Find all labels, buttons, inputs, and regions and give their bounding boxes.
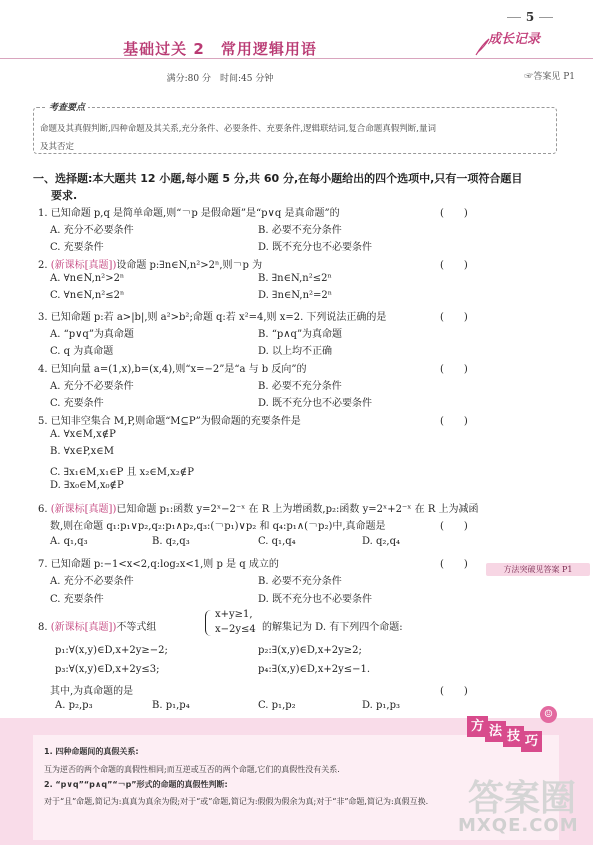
question-8-source-tag: (新课标[真题]) bbox=[50, 622, 117, 633]
question-2-source-tag: (新课标[真题]) bbox=[50, 260, 117, 271]
tips-tile-3: 技 bbox=[503, 726, 524, 747]
question-2-stem bbox=[38, 256, 262, 271]
focus-text-line-2: 及其否定 bbox=[40, 142, 75, 152]
question-5-option-c: C. ∃x₁∈M,x₁∈P 且 x₂∈M,x₂∉P bbox=[50, 467, 194, 478]
question-8-option-c: C. p₁,p₂ bbox=[258, 700, 296, 711]
inequality-brace bbox=[205, 610, 214, 636]
question-4-stem: 4. 已知向量 a=(1,x),b=(x,4),则“x=−2”是“a 与 b 反向”的 bbox=[38, 364, 307, 375]
tips-tile-2: 法 bbox=[485, 721, 506, 742]
question-6-stem bbox=[38, 500, 479, 515]
question-8-stem bbox=[38, 618, 156, 633]
question-5-option-a: A. ∀x∈M,x∉P bbox=[50, 429, 116, 440]
question-7-option-d: D. 既不充分也不必要条件 bbox=[258, 594, 373, 605]
question-7-answer-blank: ( ) bbox=[440, 559, 468, 570]
side-note bbox=[486, 563, 590, 576]
question-1-option-b: B. 必要不充分条件 bbox=[258, 225, 342, 236]
question-1-option-a: A. 充分不必要条件 bbox=[50, 225, 134, 236]
focus-text-line-1: 命题及其真假判断,四种命题及其关系,充分条件、必要条件、充要条件,逻辑联结词,复合命题真假判断,量词 bbox=[40, 124, 437, 134]
question-5-option-d: D. ∃x₀∈M,x₀∉P bbox=[50, 480, 124, 491]
section-heading bbox=[33, 170, 563, 204]
tips-tile-4: 巧 bbox=[521, 731, 542, 752]
brand-logo: 成长记录 bbox=[488, 32, 541, 47]
page-title: 基础过关 2 常用逻辑用语 bbox=[123, 40, 317, 58]
answer-reference: ☞答案见 P1 bbox=[524, 72, 575, 82]
tips-tile-1: 方 bbox=[467, 716, 488, 737]
watermark-logo: 答案圈 bbox=[468, 778, 577, 819]
section-heading-line-1: 一、选择题:本大题共 12 小题,每小题 5 分,共 60 分,在每小题给出的四个选项中,只有一项符合题目 bbox=[33, 172, 523, 185]
tip-2-text: 对于“且”命题,简记为:真真为真余为假;对于“或”命题,简记为:假假为假余为真;对于“非”命题,简记为:真假互换. bbox=[44, 797, 429, 806]
question-8-text-post: 的解集记为 D. 有下列四个命题: bbox=[262, 622, 403, 633]
question-2-text: 设命题 p:∃n∈N,n²>2ⁿ,则￢p 为 bbox=[116, 260, 263, 271]
question-4-option-a: A. 充分不必要条件 bbox=[50, 381, 134, 392]
question-2-option-c: C. ∀n∈N,n²≤2ⁿ bbox=[50, 290, 125, 301]
question-1-option-d: D. 既不充分也不必要条件 bbox=[258, 242, 373, 253]
focus-label: 考查要点 bbox=[46, 100, 88, 113]
question-8-option-b: B. p₁,p₄ bbox=[152, 700, 190, 711]
question-2-option-a: A. ∀n∈N,n²>2ⁿ bbox=[50, 273, 125, 284]
question-5-option-b: B. ∀x∈P,x∈M bbox=[50, 446, 114, 457]
focus-text bbox=[40, 120, 548, 156]
question-3-option-d: D. 以上均不正确 bbox=[258, 346, 333, 357]
question-6-answer-blank: ( ) bbox=[440, 521, 468, 532]
question-5-answer-blank: ( ) bbox=[440, 416, 468, 427]
question-6-option-b: B. q₂,q₃ bbox=[152, 536, 190, 547]
inequality-1: x+y≥1, bbox=[215, 609, 253, 620]
section-heading-line-2: 要求. bbox=[51, 189, 78, 202]
question-8-option-d: D. p₁,p₃ bbox=[362, 700, 401, 711]
proposition-p1: p₁:∀(x,y)∈D,x+2y≥−2; bbox=[55, 645, 168, 656]
question-1-option-c: C. 充要条件 bbox=[50, 242, 104, 253]
question-4-option-d: D. 既不充分也不必要条件 bbox=[258, 398, 373, 409]
question-6-option-c: C. q₁,q₄ bbox=[258, 536, 296, 547]
page-number: 5 bbox=[495, 10, 565, 24]
question-3-answer-blank: ( ) bbox=[440, 312, 468, 323]
question-6-option-d: D. q₂,q₄ bbox=[362, 536, 401, 547]
question-5-stem: 5. 已知非空集合 M,P,则命题“M⊆P”为假命题的充要条件是 bbox=[38, 416, 301, 427]
inequality-2: x−2y≤4 bbox=[215, 624, 256, 635]
question-4-option-c: C. 充要条件 bbox=[50, 398, 104, 409]
question-4-answer-blank: ( ) bbox=[440, 364, 468, 375]
tip-2-title: 2. “p∨q”“p∧q”“￢p”形式的命题的真假性判断: bbox=[44, 780, 228, 789]
proposition-p4: p₄:∃(x,y)∈D,x+2y≤−1. bbox=[258, 664, 371, 675]
question-6-stem-continued: 数,则在命题 q₁:p₁∨p₂,q₂:p₁∧p₂,q₃:(￢p₁)∨p₂ 和 q₄:p₁∧(￢p₂)中,真命题是 bbox=[50, 521, 386, 532]
proposition-p3: p₃:∀(x,y)∈D,x+2y≤3; bbox=[55, 664, 160, 675]
question-6-number: 6. bbox=[38, 504, 48, 515]
question-3-stem: 3. 已知命题 p:若 a>|b|,则 a²>b²;命题 q:若 x²=4,则 x=2. 下列说法正确的是 bbox=[38, 312, 387, 323]
question-2-answer-blank: ( ) bbox=[440, 260, 468, 271]
question-4-option-b: B. 必要不充分条件 bbox=[258, 381, 342, 392]
question-7-option-a: A. 充分不必要条件 bbox=[50, 576, 134, 587]
watermark-url: MXQE.COM bbox=[458, 815, 579, 836]
question-7-stem: 7. 已知命题 p:−1<x<2,q:log₂x<1,则 p 是 q 成立的 bbox=[38, 559, 279, 570]
question-3-option-b: B. “p∧q”为真命题 bbox=[258, 329, 343, 340]
question-3-option-a: A. “p∨q”为真命题 bbox=[50, 329, 134, 340]
exam-meta: 满分:80 分 时间:45 分钟 bbox=[166, 74, 274, 84]
question-6-option-a: A. q₁,q₃ bbox=[50, 536, 88, 547]
question-1-stem: 1. 已知命题 p,q 是简单命题,则“￢p 是假命题”是“p∨q 是真命题”的 bbox=[38, 208, 340, 219]
tip-1-title: 1. 四种命题间的真假关系: bbox=[44, 747, 139, 756]
question-8-answer-blank: ( ) bbox=[440, 686, 468, 697]
question-6-text: 已知命题 p₁:函数 y=2ˣ−2⁻ˣ 在 R 上为增函数,p₂:函数 y=2ˣ+2⁻ˣ 在 R 上为减函 bbox=[116, 504, 479, 515]
question-6-source-tag: (新课标[真题]) bbox=[50, 504, 117, 515]
question-8-prompt: 其中,为真命题的是 bbox=[50, 686, 134, 697]
proposition-p2: p₂:∃(x,y)∈D,x+2y≥2; bbox=[258, 645, 362, 656]
question-7-option-c: C. 充要条件 bbox=[50, 594, 104, 605]
question-8-option-a: A. p₂,p₃ bbox=[55, 700, 93, 711]
tip-1-text: 互为逆否的两个命题的真假性相同;而互逆或互否的两个命题,它们的真假性没有关系. bbox=[44, 765, 340, 774]
question-7-option-b: B. 必要不充分条件 bbox=[258, 576, 342, 587]
question-2-option-b: B. ∃n∈N,n²≤2ⁿ bbox=[258, 273, 332, 284]
question-8-text-pre: 不等式组 bbox=[116, 622, 157, 633]
question-2-number: 2. bbox=[38, 260, 48, 271]
question-1-answer-blank: ( ) bbox=[440, 208, 468, 219]
side-note-text: 方法突破见答案 P1 bbox=[503, 565, 573, 574]
question-8-number: 8. bbox=[38, 622, 48, 633]
smile-icon: ☺ bbox=[540, 706, 557, 723]
question-2-option-d: D. ∃n∈N,n²=2ⁿ bbox=[258, 290, 333, 301]
question-3-option-c: C. q 为真命题 bbox=[50, 346, 114, 357]
